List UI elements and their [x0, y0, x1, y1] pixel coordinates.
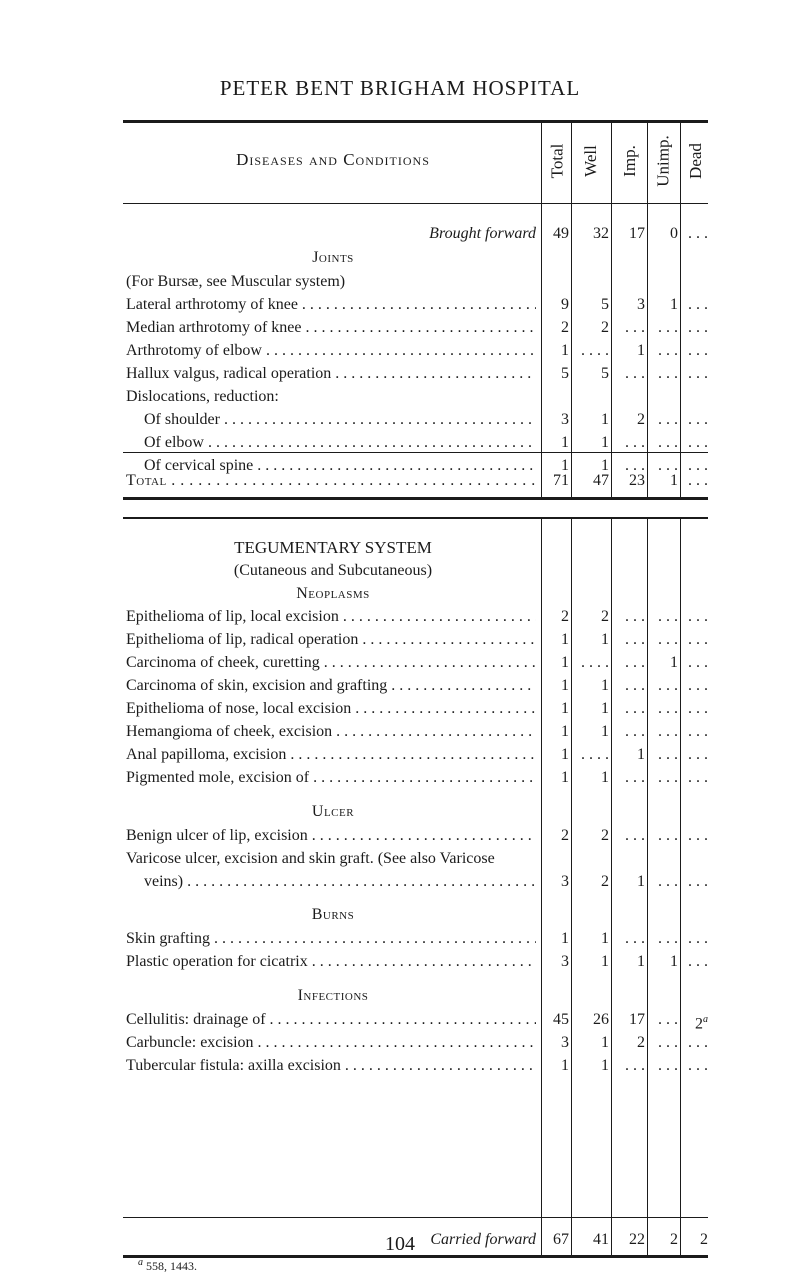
cell-imp: . . .	[625, 769, 645, 786]
cell-unimp: . . .	[658, 631, 678, 648]
table-row	[123, 409, 708, 431]
table-row	[123, 675, 708, 697]
table-row	[123, 606, 708, 628]
cell-unimp: . . .	[658, 723, 678, 740]
cell-well: 41	[593, 1231, 609, 1248]
cell-unimp: . . .	[658, 827, 678, 844]
cell-dead: . . .	[688, 608, 708, 625]
cell-unimp: . . .	[658, 1057, 678, 1074]
cell-unimp: 1	[670, 472, 678, 489]
brought-forward-row	[123, 223, 708, 245]
row-label: Total	[126, 472, 167, 489]
row-label: Lateral arthrotomy of knee	[126, 296, 298, 313]
cell-well: 1	[601, 1034, 609, 1051]
row-label: Carcinoma of cheek, curetting	[126, 654, 320, 671]
row-label: Epithelioma of lip, radical operation	[126, 631, 359, 648]
row-label: Cellulitis: drainage of	[126, 1011, 266, 1028]
cell-total: 9	[561, 296, 569, 313]
cell-dead: . . .	[688, 434, 708, 451]
cell-well: 2	[601, 873, 609, 890]
cell-dead: 2$^a$	[695, 1014, 708, 1033]
footnote-text: 558, 1443.	[146, 1259, 197, 1273]
cell-imp: 22	[629, 1231, 645, 1248]
cell-unimp: 2	[670, 1231, 678, 1248]
table-row	[123, 767, 708, 789]
cell-unimp: . . .	[658, 930, 678, 947]
cell-imp: . . .	[625, 608, 645, 625]
row-label: Carbuncle: excision	[126, 1034, 254, 1051]
footnote-marker: a	[138, 1257, 143, 1268]
cell-total: 3	[561, 873, 569, 890]
cell-dead: . . .	[688, 723, 708, 740]
row-label: Benign ulcer of lip, excision	[126, 827, 308, 844]
cell-unimp: . . .	[658, 457, 678, 474]
cell-imp: . . .	[625, 723, 645, 740]
cell-well: 1	[601, 411, 609, 428]
cell-total: 45	[553, 1011, 569, 1028]
cell-unimp: . . .	[658, 1011, 678, 1028]
row-label: Skin grafting	[126, 930, 210, 947]
cell-well: 1	[601, 434, 609, 451]
neoplasms-heading: Neoplasms	[296, 585, 370, 602]
cell-imp: . . .	[625, 930, 645, 947]
cell-total: 1	[561, 654, 569, 671]
cell-unimp: . . .	[658, 677, 678, 694]
cell-imp: 1	[637, 953, 645, 970]
cell-dead: . . .	[688, 472, 708, 489]
cell-imp: . . .	[625, 1057, 645, 1074]
cell-well: 26	[593, 1011, 609, 1028]
column-header-well: Well	[581, 145, 600, 177]
cell-well: 2	[601, 608, 609, 625]
cell-well: 1	[601, 677, 609, 694]
joints-table	[123, 120, 708, 500]
row-label: Of shoulder	[144, 411, 220, 428]
cell-unimp: . . .	[658, 746, 678, 763]
joints-note: (For Bursæ, see Muscular system)	[126, 273, 346, 290]
cell-total: 1	[561, 746, 569, 763]
cell-total: 1	[561, 677, 569, 694]
cell-dead: . . .	[688, 342, 708, 359]
column-header-dead: Dead	[686, 143, 705, 179]
row-label: Of cervical spine	[144, 457, 254, 474]
row-label: Hemangioma of cheek, excision	[126, 723, 333, 740]
cell-total: 1	[561, 342, 569, 359]
cell-imp: . . .	[625, 631, 645, 648]
cell-total: 67	[553, 1231, 569, 1248]
cell-imp: . . .	[625, 319, 645, 336]
row-label-line1: Varicose ulcer, excision and skin graft. (See also Varicose	[126, 850, 495, 867]
row-label: Hallux valgus, radical operation	[126, 365, 332, 382]
cell-well: 5	[601, 365, 609, 382]
cell-unimp: . . .	[658, 873, 678, 890]
cell-total: 3	[561, 953, 569, 970]
cell-well: 1	[601, 700, 609, 717]
cell-total: 1	[561, 1057, 569, 1074]
cell-unimp: 0	[670, 225, 678, 242]
column-header-unimp: Unimp.	[654, 135, 674, 187]
table-row	[123, 432, 708, 454]
table-row	[123, 317, 708, 339]
cell-dead: . . .	[688, 631, 708, 648]
page-header: PETER BENT BRIGHAM HOSPITAL	[219, 76, 581, 100]
cell-imp: 2	[637, 411, 645, 428]
table-row	[123, 951, 708, 973]
system-subheading: (Cutaneous and Subcutaneous)	[233, 562, 433, 579]
cell-imp: 1	[637, 873, 645, 890]
cell-total: 1	[561, 457, 569, 474]
column-header-imp: Imp.	[620, 145, 640, 177]
cell-imp: 1	[637, 746, 645, 763]
footnote	[138, 1257, 197, 1274]
section-subheading	[123, 560, 708, 582]
column-header-total: Total	[547, 143, 567, 179]
cell-well: . . . .	[581, 654, 609, 671]
cell-dead: . . .	[688, 365, 708, 382]
table-row	[123, 294, 708, 316]
row-label: Plastic operation for cicatrix	[126, 953, 308, 970]
cell-unimp: 1	[670, 953, 678, 970]
table-row	[123, 698, 708, 720]
cell-well: 1	[601, 769, 609, 786]
cell-total: 1	[561, 700, 569, 717]
cell-well: 2	[601, 827, 609, 844]
row-label: Tubercular fistula: axilla excision	[126, 1057, 341, 1074]
cell-well: . . . .	[581, 746, 609, 763]
cell-dead: . . .	[688, 296, 708, 313]
cell-imp: . . .	[625, 365, 645, 382]
section-heading	[123, 985, 708, 1007]
cell-total: 2	[561, 608, 569, 625]
row-label: Epithelioma of nose, local excision	[126, 700, 352, 717]
cell-total: 1	[561, 631, 569, 648]
section-heading	[123, 583, 708, 605]
page-number: 104	[385, 1233, 415, 1255]
cell-unimp: . . .	[658, 434, 678, 451]
row-label: Carried forward	[430, 1231, 536, 1248]
cell-total: 71	[553, 472, 569, 489]
cell-total: 1	[561, 723, 569, 740]
row-label: Anal papilloma, excision	[126, 746, 287, 763]
cell-dead: . . .	[688, 457, 708, 474]
table-title: Diseases and Conditions	[236, 150, 430, 169]
table-top-rule	[123, 517, 708, 519]
cell-well: 1	[601, 953, 609, 970]
table-row-continued	[123, 848, 708, 870]
cell-unimp: . . .	[658, 365, 678, 382]
cell-dead: . . .	[688, 873, 708, 890]
cell-unimp: . . .	[658, 769, 678, 786]
table-row	[123, 928, 708, 950]
cell-well: 2	[601, 319, 609, 336]
cell-well: 32	[593, 225, 609, 242]
dislocations-heading: Dislocations, reduction:	[126, 388, 279, 405]
table-row	[123, 1055, 708, 1077]
footnote-ref: a	[703, 1014, 708, 1025]
cell-unimp: . . .	[658, 1034, 678, 1051]
cell-unimp: 1	[670, 654, 678, 671]
row-label: Brought forward	[429, 225, 536, 242]
table-row	[123, 721, 708, 743]
cell-imp: 2	[637, 1034, 645, 1051]
cell-imp: . . .	[625, 654, 645, 671]
row-label: Epithelioma of lip, local excision	[126, 608, 339, 625]
cell-total: 5	[561, 365, 569, 382]
cell-imp: 1	[637, 342, 645, 359]
cell-unimp: . . .	[658, 700, 678, 717]
ulcer-heading: Ulcer	[311, 803, 355, 820]
cell-total: 1	[561, 434, 569, 451]
cell-imp: 17	[629, 1011, 645, 1028]
section-note	[123, 271, 708, 293]
cell-total: 2	[561, 319, 569, 336]
cell-imp: . . .	[625, 700, 645, 717]
system-heading: TEGUMENTARY SYSTEM	[234, 538, 432, 557]
cell-unimp: . . .	[658, 342, 678, 359]
table-row	[123, 744, 708, 766]
cell-imp: . . .	[625, 827, 645, 844]
cell-dead: . . .	[688, 930, 708, 947]
cell-total: 3	[561, 411, 569, 428]
table-row	[123, 340, 708, 362]
cell-total: 3	[561, 1034, 569, 1051]
row-label: Median arthrotomy of knee	[126, 319, 302, 336]
total-row	[123, 470, 708, 492]
cell-dead: . . .	[688, 1034, 708, 1051]
cell-dead: . . .	[688, 953, 708, 970]
cell-total: 49	[553, 225, 569, 242]
cell-imp: . . .	[625, 434, 645, 451]
cell-dead: 2	[700, 1231, 708, 1248]
cell-well: 5	[601, 296, 609, 313]
cell-well: 1	[601, 930, 609, 947]
cell-dead: . . .	[688, 746, 708, 763]
burns-heading: Burns	[311, 906, 355, 923]
carried-rule	[123, 1217, 708, 1218]
cell-dead: . . .	[688, 225, 708, 242]
table-row	[123, 1032, 708, 1054]
table-row	[123, 871, 708, 893]
cell-total: 2	[561, 827, 569, 844]
cell-imp: 3	[637, 296, 645, 313]
table-row	[123, 652, 708, 674]
table-row	[123, 1009, 708, 1031]
cell-unimp: . . .	[658, 608, 678, 625]
section-heading	[123, 537, 708, 559]
section-heading	[123, 247, 708, 269]
cell-well: 1	[601, 457, 609, 474]
cell-well: 1	[601, 631, 609, 648]
row-label: Of elbow	[144, 434, 204, 451]
cell-imp: 23	[629, 472, 645, 489]
table-row	[123, 825, 708, 847]
row-label: Carcinoma of skin, excision and grafting	[126, 677, 388, 694]
cell-well: 1	[601, 723, 609, 740]
header-rule	[123, 203, 708, 204]
infections-heading: Infections	[297, 987, 369, 1004]
row-label: veins)	[144, 873, 184, 890]
row-label: Arthrotomy of elbow	[126, 342, 262, 359]
cell-dead: . . .	[688, 700, 708, 717]
cell-imp: 17	[629, 225, 645, 242]
table-row	[123, 363, 708, 385]
cell-unimp: . . .	[658, 319, 678, 336]
cell-total: 1	[561, 769, 569, 786]
cell-dead: . . .	[688, 411, 708, 428]
section-heading	[123, 904, 708, 926]
cell-imp: . . .	[625, 677, 645, 694]
table-bottom-rule	[123, 497, 708, 500]
cell-unimp: 1	[670, 296, 678, 313]
cell-dead: . . .	[688, 654, 708, 671]
cell-dead: . . .	[688, 319, 708, 336]
cell-well: 47	[593, 472, 609, 489]
cell-dead: . . .	[688, 769, 708, 786]
row-label: Pigmented mole, excision of	[126, 769, 310, 786]
cell-total: 1	[561, 930, 569, 947]
cell-dead: . . .	[688, 677, 708, 694]
section-heading	[123, 386, 708, 408]
table-row	[123, 629, 708, 651]
joints-heading: Joints	[312, 249, 354, 266]
cell-well: 1	[601, 1057, 609, 1074]
tegumentary-table	[123, 517, 708, 1258]
cell-imp: . . .	[625, 457, 645, 474]
cell-well: . . . .	[581, 342, 609, 359]
cell-dead: . . .	[688, 1057, 708, 1074]
cell-unimp: . . .	[658, 411, 678, 428]
section-heading	[123, 801, 708, 823]
cell-dead: . . .	[688, 827, 708, 844]
